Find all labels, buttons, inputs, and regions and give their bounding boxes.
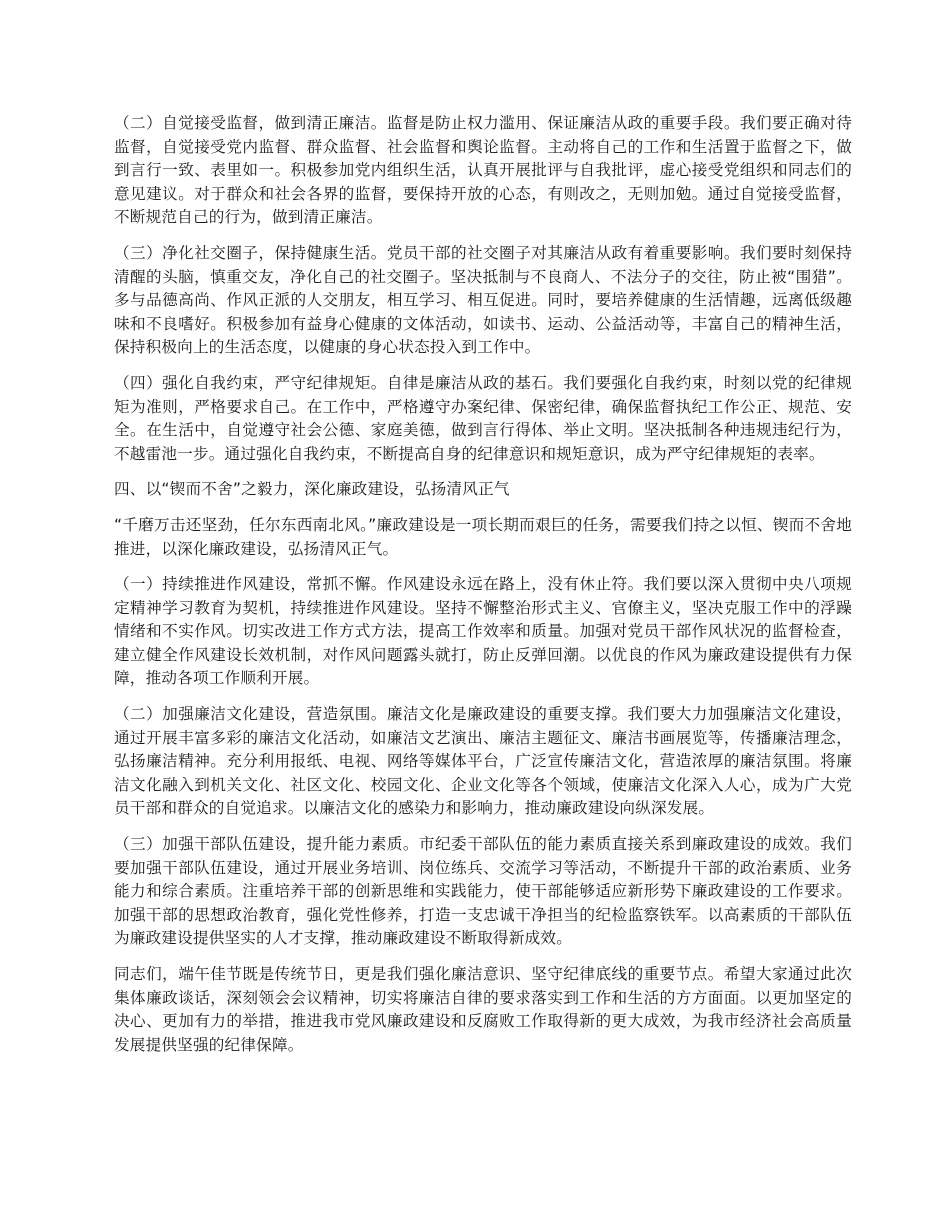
section-heading-four: 四、以“锲而不舍”之毅力，深化廉政建设，弘扬清风正气	[114, 480, 510, 499]
paragraph-cadre-team: （三）加强干部队伍建设，提升能力素质。市纪委干部队伍的能力素质直接关系到廉政建设的成效。我们要加强干部队伍建设，通过开展业务培训、岗位练兵、交流学习等活动，不断提升干部的政治素质、业务能力和综合素质。注重培养干部的创新思维和实践能力，使干部能够适应新形势下廉政建设的工作要求。加强干部的思想政治教育，强化党性修养，打造一支忠诚干净担当的纪检监察铁军。以高素质的干部队伍为廉政建设提供坚实的人才支撑，推动廉政建设不断取得新成效。	[114, 835, 852, 948]
paragraph-integrity-culture: （二）加强廉洁文化建设，营造氛围。廉洁文化是廉政建设的重要支撑。我们要大力加强廉洁文化建设，通过开展丰富多彩的廉洁文化活动，如廉洁文艺演出、廉洁主题征文、廉洁书画展览等，传播廉洁理念，弘扬廉洁精神。充分利用报纸、电视、网络等媒体平台，广泛宣传廉洁文化，营造浓厚的廉洁氛围。将廉洁文化融入到机关文化、社区文化、校园文化、企业文化等各个领域，使廉洁文化深入人心，成为广大党员干部和群众的自觉追求。以廉洁文化的感染力和影响力，推动廉政建设向纵深发展。	[114, 705, 852, 818]
paragraph-self-discipline: （四）强化自我约束，严守纪律规矩。自律是廉洁从政的基石。我们要强化自我约束，时刻以党的纪律规矩为准则，严格要求自己。在工作中，严格遵守办案纪律、保密纪律，确保监督执纪工作公正、规范、安全。在生活中，自觉遵守社会公德、家庭美德，做到言行得体、举止文明。坚决抵制各种违规违纪行为，不越雷池一步。通过强化自我约束，不断提高自身的纪律意识和规矩意识，成为严守纪律规矩的表率。	[114, 373, 852, 463]
paragraph-supervision: （二）自觉接受监督，做到清正廉洁。监督是防止权力滥用、保证廉洁从政的重要手段。我们要正确对待监督，自觉接受党内监督、群众监督、社会监督和舆论监督。主动将自己的工作和生活置于监督之下，做到言行一致、表里如一。积极参加党内组织生活，认真开展批评与自我批评，虚心接受党组织和同志们的意见建议。对于群众和社会各界的监督，要保持开放的心态，有则改之，无则加勉。通过自觉接受监督，不断规范自己的行为，做到清正廉洁。	[114, 114, 852, 227]
paragraph-work-style: （一）持续推进作风建设，常抓不懈。作风建设永远在路上，没有休止符。我们要以深入贯彻中央八项规定精神学习教育为契机，持续推进作风建设。坚持不懈整治形式主义、官僚主义，坚决克服工作中的浮躁情绪和不实作风。切实改进工作方式方法，提高工作效率和质量。加强对党员干部作风状况的监督检查，建立健全作风建设长效机制，对作风问题露头就打，防止反弹回潮。以优良的作风为廉政建设提供有力保障，推动各项工作顺利开展。	[114, 575, 852, 688]
document-body	[114, 112, 852, 1069]
paragraph-quote-intro: “千磨万击还坚劲，任尔东西南北风。”廉政建设是一项长期而艰巨的任务，需要我们持之以恒、锲而不舍地推进，以深化廉政建设，弘扬清风正气。	[114, 515, 852, 558]
paragraph-social-circle: （三）净化社交圈子，保持健康生活。党员干部的社交圈子对其廉洁从政有着重要影响。我们要时刻保持清醒的头脑，慎重交友，净化自己的社交圈子。坚决抵制与不良商人、不法分子的交往，防止被“围猎”。多与品德高尚、作风正派的人交朋友，相互学习、相互促进。同时，要培养健康的生活情趣，远离低级趣味和不良嗜好。积极参加有益身心健康的文体活动，如读书、运动、公益活动等，丰富自己的精神生活，保持积极向上的生活态度，以健康的身心状态投入到工作中。	[114, 243, 852, 357]
paragraph-closing: 同志们，端午佳节既是传统节日，更是我们强化廉洁意识、坚守纪律底线的重要节点。希望大家通过此次集体廉政谈话，深刻领会会议精神，切实将廉洁自律的要求落实到工作和生活的方方面面。以更加坚定的决心、更加有力的举措，推进我市党风廉政建设和反腐败工作取得新的更大成效，为我市经济社会高质量发展提供坚强的纪律保障。	[114, 965, 852, 1054]
